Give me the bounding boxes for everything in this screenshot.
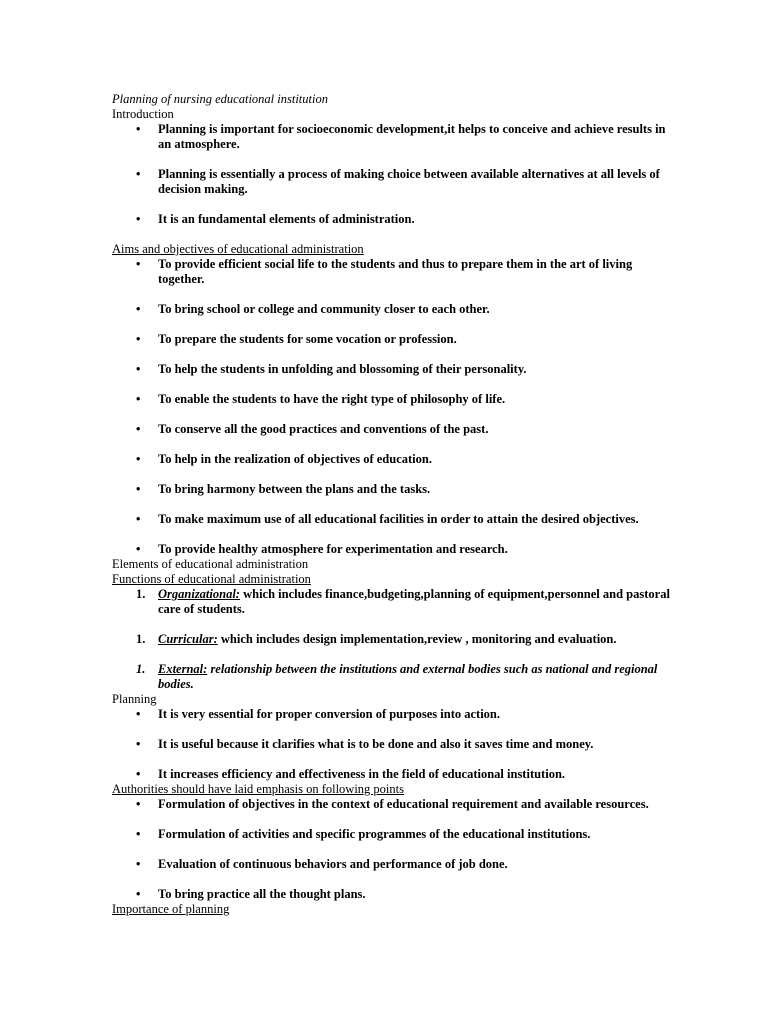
list-number: 1. — [136, 587, 146, 601]
bullet-icon: • — [136, 482, 141, 496]
intro-list — [112, 122, 672, 227]
bullet-icon: • — [136, 167, 141, 181]
bullet-icon: • — [136, 422, 141, 436]
aims-list — [112, 257, 672, 557]
list-item: • To provide efficient social life to the students and thus to prepare them in the art of living together. — [136, 257, 633, 286]
bullet-icon: • — [136, 827, 141, 841]
bullet-icon: • — [136, 122, 141, 136]
list-item: 1. Organizational: which includes finance,budgeting,planning of equipment,personnel and pastoral care of students. — [136, 587, 670, 616]
list-item: • Formulation of activities and specific programmes of the educational institutions. — [136, 827, 591, 841]
function-label: Curricular: — [158, 632, 218, 646]
bullet-icon: • — [136, 392, 141, 406]
importance-heading: Importance of planning — [112, 902, 230, 916]
list-item: • To provide healthy atmosphere for experimentation and research. — [136, 542, 508, 556]
bullet-icon: • — [136, 452, 141, 466]
bullet-icon: • — [136, 737, 141, 751]
list-item: • To bring school or college and community closer to each other. — [136, 302, 490, 316]
authorities-heading: Authorities should have laid emphasis on following points — [112, 782, 404, 796]
bullet-icon: • — [136, 542, 141, 556]
planning-heading: Planning — [112, 692, 157, 706]
list-item: • It is very essential for proper conversion of purposes into action. — [136, 707, 501, 721]
list-item: • It is useful because it clarifies what is to be done and also it saves time and money. — [136, 737, 594, 751]
bullet-icon: • — [136, 257, 141, 271]
list-item: • Evaluation of continuous behaviors and performance of job done. — [136, 857, 508, 871]
list-item: 1. Curricular: which includes design implementation,review , monitoring and evaluation. — [136, 632, 617, 646]
list-item: • To conserve all the good practices and conventions of the past. — [136, 422, 489, 436]
bullet-icon: • — [136, 707, 141, 721]
list-item: • Formulation of objectives in the context of educational requirement and available resources. — [136, 797, 649, 811]
bullet-icon: • — [136, 887, 141, 901]
list-item: • To help in the realization of objectives of education. — [136, 452, 432, 466]
bullet-icon: • — [136, 767, 141, 781]
functions-heading: Functions of educational administration — [112, 572, 311, 586]
list-item: • Planning is important for socioeconomic development,it helps to conceive and achieve results in an atmosphere. — [136, 122, 666, 151]
list-item: • To enable the students to have the right type of philosophy of life. — [136, 392, 506, 406]
list-item: • To prepare the students for some vocation or profession. — [136, 332, 457, 346]
intro-heading: Introduction — [112, 107, 174, 121]
document-page — [112, 92, 672, 917]
list-item: • It is an fundamental elements of administration. — [136, 212, 415, 226]
planning-list — [112, 707, 672, 782]
list-number: 1. — [136, 662, 146, 676]
list-item: • It increases efficiency and effectiveness in the field of educational institution. — [136, 767, 566, 781]
list-number: 1. — [136, 632, 146, 646]
bullet-icon: • — [136, 512, 141, 526]
list-item: 1. External: relationship between the institutions and external bodies such as national and regional bodies. — [136, 662, 658, 691]
list-item: • To make maximum use of all educational facilities in order to attain the desired objectives. — [136, 512, 639, 526]
list-item: • To bring harmony between the plans and the tasks. — [136, 482, 431, 496]
bullet-icon: • — [136, 332, 141, 346]
bullet-icon: • — [136, 362, 141, 376]
function-label: Organizational: — [158, 587, 240, 601]
list-item: • Planning is essentially a process of making choice between available alternatives at all levels of decision making. — [136, 167, 660, 196]
function-label: External: — [158, 662, 208, 676]
bullet-icon: • — [136, 857, 141, 871]
list-item: • To help the students in unfolding and blossoming of their personality. — [136, 362, 527, 376]
bullet-icon: • — [136, 302, 141, 316]
elements-heading: Elements of educational administration — [112, 557, 309, 571]
functions-list — [112, 587, 672, 692]
aims-heading: Aims and objectives of educational administration — [112, 242, 364, 256]
bullet-icon: • — [136, 797, 141, 811]
authorities-list — [112, 797, 672, 902]
doc-title: Planning of nursing educational institution — [112, 92, 328, 106]
list-item: • To bring practice all the thought plans. — [136, 887, 366, 901]
bullet-icon: • — [136, 212, 141, 226]
